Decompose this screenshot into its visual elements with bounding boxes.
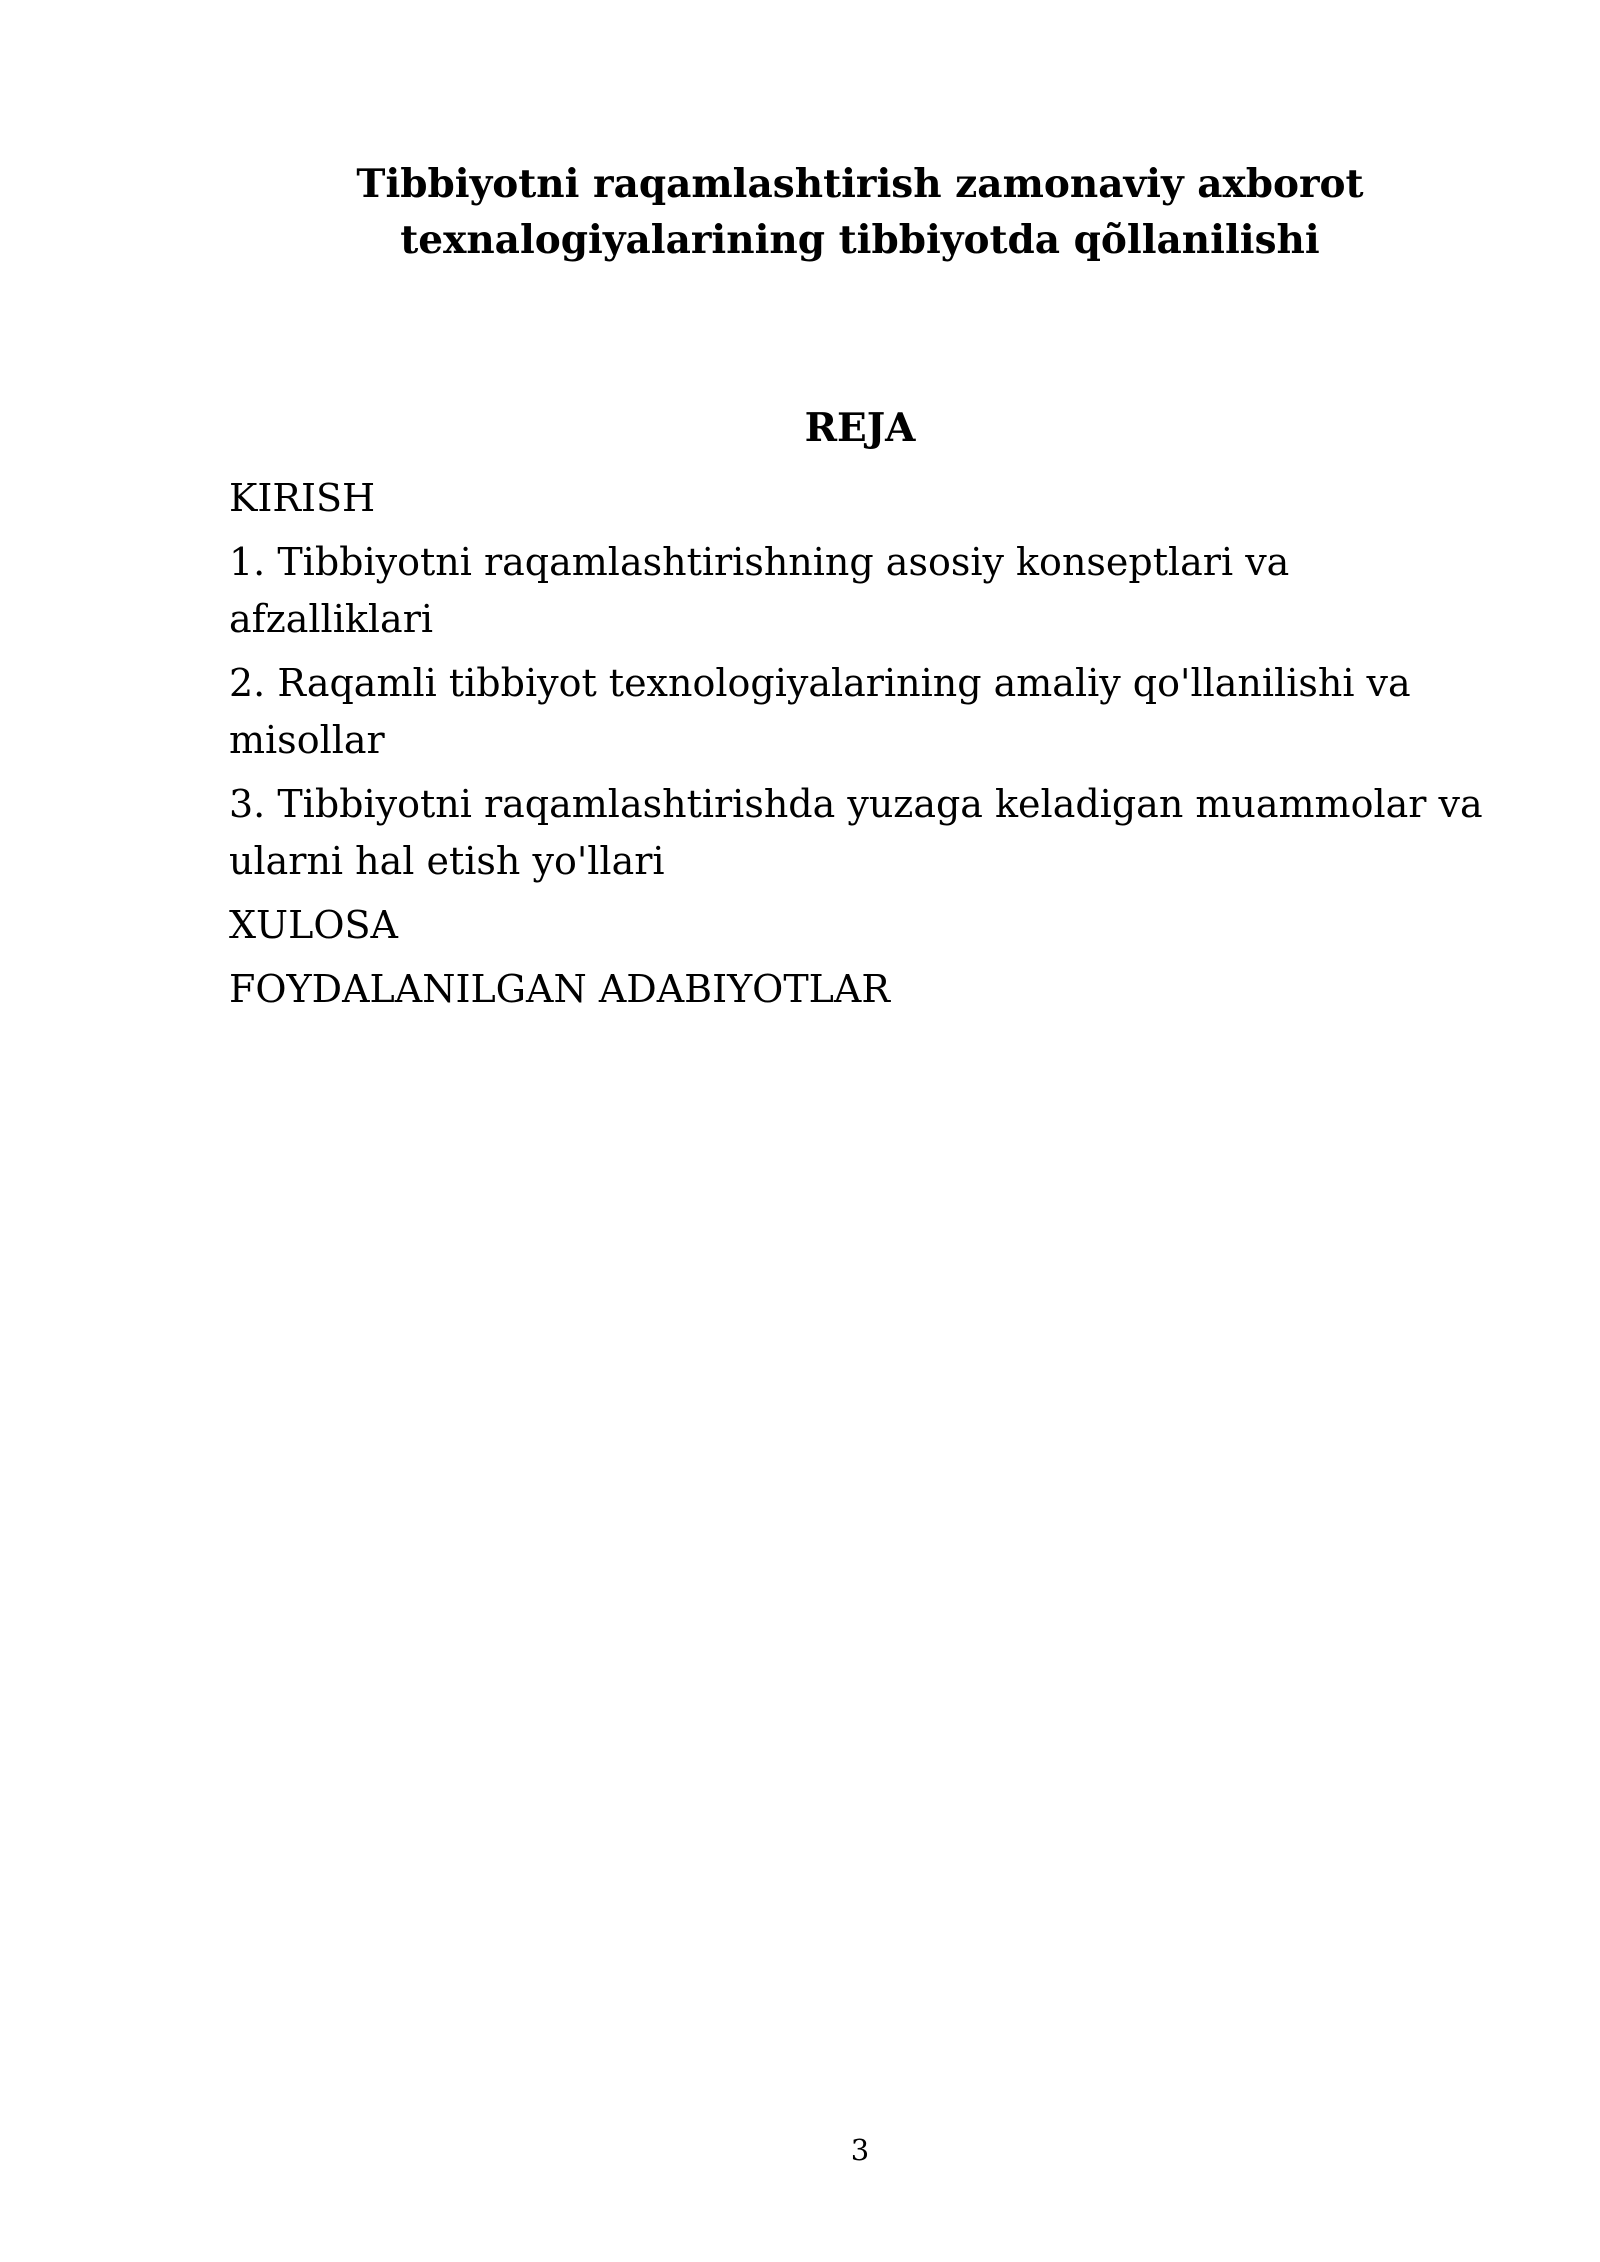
plan-heading: REJA: [804, 405, 916, 451]
plan-item-3: 3. Tibbiyotni raqamlashtirishda yuzaga keladigan muammolar va ularni hal etish yo'llari: [229, 782, 1483, 883]
plan-list: [229, 470, 1491, 1025]
plan-item-references: FOYDALANILGAN ADABIYOTLAR: [229, 967, 890, 1011]
page-number: 3: [850, 2133, 870, 2167]
plan-item-2: 2. Raqamli tibbiyot texnologiyalarining amaliy qo'llanilishi va misollar: [229, 661, 1411, 762]
title-line-2: texnalogiyalarining tibbiyotda qõllanilishi: [400, 217, 1320, 263]
title-line-1: Tibbiyotni raqamlashtirish zamonaviy axborot: [356, 161, 1364, 207]
plan-item-1: 1. Tibbiyotni raqamlashtirishning asosiy konseptlari va afzalliklari: [229, 540, 1290, 641]
plan-item-conclusion: XULOSA: [229, 903, 398, 947]
plan-item-introduction: KIRISH: [229, 476, 376, 520]
document-title: [300, 156, 1420, 268]
